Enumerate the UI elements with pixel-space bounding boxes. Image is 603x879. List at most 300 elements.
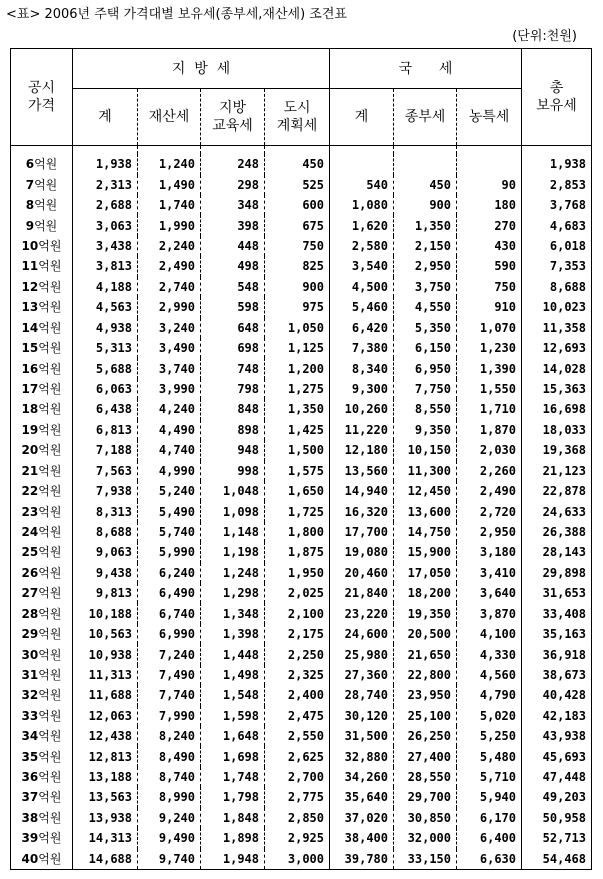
cell-price [11,522,73,542]
cell-grand-total: 28,143 [542,545,586,560]
cell-rural-tax: 6,400 [457,828,522,848]
cell-property-tax: 4,240 [138,399,201,419]
cell-rural-tax: 1,070 [457,318,522,338]
cell-price [11,318,73,338]
cell-comprehensive-tax: 7,750 [394,379,457,399]
cell-city-tax: 1,275 [265,379,330,399]
cell-property-tax: 4,990 [138,461,201,481]
price-unit: 억원 [38,422,62,437]
cell-grand-total: 47,448 [542,770,586,785]
cell-grand-total: 36,918 [542,647,586,662]
cell-rural-tax: 750 [457,277,522,297]
cell-local-total: 12,813 [88,749,132,764]
cell-rural-tax: 4,100 [457,624,522,644]
cell-price [11,501,73,521]
cell-local-total: 7,188 [95,443,132,458]
header-property-tax: 재산세 [138,89,201,146]
price-unit: 억원 [38,402,62,417]
cell-city-tax: 2,925 [265,828,330,848]
cell-grand-total: 8,688 [549,279,586,294]
cell-national-total: 19,080 [344,545,388,560]
price-unit: 억원 [38,504,62,519]
header-price-line2: 가격 [27,98,56,114]
cell-grand-total: 3,768 [549,198,586,213]
price-number: 8 [25,198,35,213]
cell-property-tax: 1,240 [138,154,201,174]
cell-price [11,461,73,481]
cell-national-total: 23,220 [344,606,388,621]
table-header [11,49,592,146]
cell-price [11,726,73,746]
cell-property-tax: 3,990 [138,379,201,399]
cell-grand-total: 35,163 [542,627,586,642]
table-row [11,563,592,583]
price-unit: 억원 [34,157,58,172]
cell-national-total: 540 [366,177,388,192]
cell-rural-tax: 270 [457,215,522,235]
cell-comprehensive-tax: 28,550 [394,767,457,787]
price-unit: 억원 [38,545,62,560]
page-title: <표> 2006년 주택 가격대별 보유세(종부세,재산세) 조견표 [6,7,347,22]
cell-local-total: 13,188 [88,770,132,785]
cell-national-total: 39,780 [344,851,388,866]
price-number: 36 [21,770,39,785]
price-unit: 억원 [38,729,62,744]
cell-city-tax: 2,550 [265,726,330,746]
header-rural-tax: 농특세 [457,89,522,146]
cell-property-tax: 6,740 [138,603,201,623]
cell-comprehensive-tax: 29,700 [394,787,457,807]
price-number: 28 [21,606,39,621]
cell-edu-tax: 1,648 [201,726,265,746]
price-number: 19 [21,422,39,437]
cell-comprehensive-tax: 3,750 [394,277,457,297]
cell-local-total: 3,813 [95,259,132,274]
cell-edu-tax: 1,298 [201,583,265,603]
cell-edu-tax: 998 [201,461,265,481]
cell-national-total: 3,540 [351,259,388,274]
price-unit: 억원 [38,443,62,458]
cell-property-tax: 2,240 [138,236,201,256]
cell-local-total: 4,563 [95,300,132,315]
cell-property-tax: 6,990 [138,624,201,644]
cell-rural-tax: 5,940 [457,787,522,807]
cell-price [11,767,73,787]
header-local-total: 계 [73,89,138,146]
cell-property-tax: 7,990 [138,706,201,726]
cell-edu-tax: 1,598 [201,706,265,726]
cell-edu-tax: 1,748 [201,767,265,787]
cell-property-tax: 5,990 [138,542,201,562]
cell-rural-tax: 5,250 [457,726,522,746]
cell-grand-total: 45,693 [542,749,586,764]
cell-price [11,379,73,399]
cell-grand-total: 7,353 [549,259,586,274]
cell-comprehensive-tax: 22,800 [394,665,457,685]
cell-grand-total: 11,358 [542,320,586,335]
cell-rural-tax: 2,950 [457,522,522,542]
cell-edu-tax: 298 [201,175,265,195]
cell-edu-tax: 898 [201,420,265,440]
cell-comprehensive-tax: 11,300 [394,461,457,481]
cell-comprehensive-tax: 13,600 [394,501,457,521]
price-unit: 억원 [38,647,62,662]
price-unit: 억원 [38,239,62,254]
cell-rural-tax: 2,030 [457,440,522,460]
cell-price [11,399,73,419]
cell-property-tax: 9,490 [138,828,201,848]
cell-price [11,706,73,726]
cell-grand-total: 2,853 [549,177,586,192]
cell-comprehensive-tax: 32,000 [394,828,457,848]
cell-edu-tax: 1,548 [201,685,265,705]
price-unit: 억원 [34,177,58,192]
price-number: 13 [21,300,39,315]
table-row [11,277,592,297]
cell-city-tax: 1,200 [265,358,330,378]
cell-local-total: 10,938 [88,647,132,662]
table-row [11,828,592,848]
cell-national-total: 12,180 [344,443,388,458]
table-row [11,236,592,256]
table-row [11,379,592,399]
cell-city-tax: 2,775 [265,787,330,807]
cell-property-tax: 1,990 [138,215,201,235]
price-unit: 억원 [38,341,62,356]
cell-rural-tax: 1,550 [457,379,522,399]
cell-local-total: 2,313 [95,177,132,192]
cell-edu-tax: 948 [201,440,265,460]
cell-local-total: 14,688 [88,851,132,866]
unit-label: (단위:천원) [512,29,577,44]
cell-property-tax: 5,740 [138,522,201,542]
cell-national-total: 31,500 [344,729,388,744]
price-unit: 억원 [38,586,62,601]
cell-comprehensive-tax: 8,550 [394,399,457,419]
header-national-total: 계 [330,89,394,146]
header-edu-line2: 교육세 [212,118,253,134]
header-comprehensive-tax: 종부세 [394,89,457,146]
price-number: 35 [21,749,39,764]
price-number: 37 [21,790,39,805]
cell-comprehensive-tax: 23,950 [394,685,457,705]
price-number: 31 [21,667,39,682]
header-grand-line1: 총 [549,80,564,96]
cell-rural-tax: 3,180 [457,542,522,562]
cell-national-total: 14,940 [344,484,388,499]
cell-comprehensive-tax: 27,400 [394,746,457,766]
header-price-line1: 공시 [27,80,56,96]
cell-property-tax: 5,240 [138,481,201,501]
cell-edu-tax: 698 [201,338,265,358]
cell-comprehensive-tax: 6,150 [394,338,457,358]
cell-local-total: 11,313 [88,667,132,682]
cell-city-tax: 3,000 [265,849,330,870]
cell-local-total: 6,063 [95,382,132,397]
price-unit: 억원 [38,831,62,846]
table-row [11,542,592,562]
table-row [11,399,592,419]
cell-property-tax: 9,740 [138,849,201,870]
price-unit: 억원 [38,688,62,703]
price-unit: 억원 [34,218,58,233]
cell-property-tax: 7,740 [138,685,201,705]
cell-city-tax: 1,575 [265,461,330,481]
cell-property-tax: 2,740 [138,277,201,297]
cell-edu-tax: 1,498 [201,665,265,685]
cell-comprehensive-tax: 2,950 [394,256,457,276]
table-row [11,481,592,501]
cell-rural-tax: 4,560 [457,665,522,685]
header-national-tax: 국 세 [330,49,522,89]
cell-city-tax: 750 [265,236,330,256]
cell-edu-tax: 548 [201,277,265,297]
cell-national-total: 4,500 [351,279,388,294]
cell-comprehensive-tax: 1,350 [394,215,457,235]
cell-national-total: 30,120 [344,708,388,723]
cell-local-total: 7,563 [95,463,132,478]
cell-national-total: 37,020 [344,810,388,825]
price-unit: 억원 [38,524,62,539]
cell-price [11,746,73,766]
cell-comprehensive-tax [394,154,457,174]
table-body [11,146,592,870]
cell-price [11,175,73,195]
price-unit: 억원 [38,259,62,274]
price-number: 14 [21,320,39,335]
cell-property-tax: 4,740 [138,440,201,460]
price-number: 24 [21,524,39,539]
table-row [11,154,592,174]
cell-comprehensive-tax: 12,450 [394,481,457,501]
cell-local-total: 2,688 [95,198,132,213]
cell-edu-tax: 648 [201,318,265,338]
price-number: 25 [21,545,39,560]
cell-price [11,828,73,848]
price-unit: 억원 [38,606,62,621]
cell-edu-tax: 248 [201,154,265,174]
table-row [11,440,592,460]
cell-price [11,440,73,460]
price-unit: 억원 [38,484,62,499]
cell-price [11,420,73,440]
price-unit: 억원 [38,790,62,805]
price-number: 7 [25,177,35,192]
table-row [11,808,592,828]
cell-national-total: 16,320 [344,504,388,519]
cell-national-total: 20,460 [344,565,388,580]
cell-property-tax: 3,240 [138,318,201,338]
cell-comprehensive-tax: 17,050 [394,563,457,583]
cell-city-tax: 525 [265,175,330,195]
price-unit: 억원 [38,749,62,764]
cell-local-total: 9,438 [95,565,132,580]
cell-city-tax: 1,050 [265,318,330,338]
header-edu-line1: 지방 [218,100,247,116]
cell-price [11,603,73,623]
cell-comprehensive-tax: 33,150 [394,849,457,870]
cell-city-tax: 2,625 [265,746,330,766]
cell-edu-tax: 748 [201,358,265,378]
cell-rural-tax: 5,480 [457,746,522,766]
cell-rural-tax: 180 [457,195,522,215]
price-number: 40 [21,851,39,866]
table-row [11,726,592,746]
cell-local-total: 10,563 [88,627,132,642]
cell-grand-total: 4,683 [549,218,586,233]
table-row [11,501,592,521]
cell-city-tax: 2,700 [265,767,330,787]
cell-edu-tax: 1,898 [201,828,265,848]
cell-edu-tax: 348 [201,195,265,215]
tax-table [10,48,592,870]
table-row [11,215,592,235]
cell-grand-total: 38,673 [542,667,586,682]
cell-price [11,154,73,174]
cell-comprehensive-tax: 14,750 [394,522,457,542]
cell-national-total: 8,340 [351,361,388,376]
cell-rural-tax: 3,640 [457,583,522,603]
cell-national-total: 27,360 [344,667,388,682]
cell-edu-tax: 398 [201,215,265,235]
cell-local-total: 8,313 [95,504,132,519]
price-unit: 억원 [38,382,62,397]
cell-edu-tax: 1,448 [201,644,265,664]
cell-price [11,808,73,828]
cell-national-total: 28,740 [344,688,388,703]
cell-grand-total: 21,123 [542,463,586,478]
cell-price [11,338,73,358]
cell-city-tax: 2,400 [265,685,330,705]
cell-local-total: 13,563 [88,790,132,805]
table-row [11,338,592,358]
cell-rural-tax: 2,720 [457,501,522,521]
cell-edu-tax: 1,698 [201,746,265,766]
cell-property-tax: 8,990 [138,787,201,807]
cell-rural-tax: 6,170 [457,808,522,828]
cell-rural-tax: 3,410 [457,563,522,583]
cell-rural-tax: 90 [457,175,522,195]
price-number: 12 [21,279,39,294]
price-number: 10 [21,239,39,254]
cell-comprehensive-tax: 9,350 [394,420,457,440]
cell-grand-total: 50,958 [542,810,586,825]
cell-city-tax: 450 [265,154,330,174]
price-unit: 억원 [38,770,62,785]
cell-city-tax: 1,950 [265,563,330,583]
cell-city-tax: 1,500 [265,440,330,460]
table-row [11,746,592,766]
cell-local-total: 7,938 [95,484,132,499]
price-unit: 억원 [38,361,62,376]
cell-edu-tax: 1,398 [201,624,265,644]
cell-comprehensive-tax: 10,150 [394,440,457,460]
price-number: 32 [21,688,39,703]
spacer-row [11,146,592,155]
cell-price [11,236,73,256]
price-number: 23 [21,504,39,519]
cell-local-total: 3,063 [95,218,132,233]
cell-comprehensive-tax: 25,100 [394,706,457,726]
table-row [11,787,592,807]
cell-property-tax: 3,740 [138,358,201,378]
table-row [11,583,592,603]
price-unit: 억원 [38,627,62,642]
price-number: 34 [21,729,39,744]
cell-city-tax: 2,025 [265,583,330,603]
cell-price [11,583,73,603]
table-row [11,256,592,276]
price-unit: 억원 [34,198,58,213]
cell-grand-total: 14,028 [542,361,586,376]
cell-rural-tax: 1,230 [457,338,522,358]
cell-city-tax: 600 [265,195,330,215]
cell-city-tax: 2,325 [265,665,330,685]
price-number: 11 [21,259,39,274]
table-row [11,706,592,726]
cell-edu-tax: 1,248 [201,563,265,583]
header-local-tax: 지 방 세 [73,49,330,89]
cell-edu-tax: 1,798 [201,787,265,807]
cell-national-total: 13,560 [344,463,388,478]
cell-city-tax: 675 [265,215,330,235]
cell-grand-total: 54,468 [542,851,586,866]
cell-grand-total: 1,938 [549,157,586,172]
cell-edu-tax: 848 [201,399,265,419]
cell-rural-tax: 1,390 [457,358,522,378]
price-number: 17 [21,382,39,397]
cell-grand-total: 24,633 [542,504,586,519]
cell-local-total: 10,188 [88,606,132,621]
cell-rural-tax: 5,020 [457,706,522,726]
cell-comprehensive-tax: 900 [394,195,457,215]
cell-city-tax: 2,250 [265,644,330,664]
cell-rural-tax: 6,630 [457,849,522,870]
cell-property-tax: 6,240 [138,563,201,583]
cell-grand-total: 29,898 [542,565,586,580]
cell-rural-tax: 1,710 [457,399,522,419]
price-number: 39 [21,831,39,846]
cell-local-total: 9,813 [95,586,132,601]
price-number: 15 [21,341,39,356]
cell-local-total: 11,688 [88,688,132,703]
cell-local-total: 4,188 [95,279,132,294]
table-row [11,603,592,623]
cell-price [11,358,73,378]
cell-local-total: 13,938 [88,810,132,825]
cell-city-tax: 2,850 [265,808,330,828]
cell-local-total: 9,063 [95,545,132,560]
cell-price [11,849,73,870]
cell-edu-tax: 1,098 [201,501,265,521]
cell-national-total: 9,300 [351,382,388,397]
cell-local-total: 6,813 [95,422,132,437]
cell-price [11,685,73,705]
cell-price [11,542,73,562]
header-price [11,49,73,146]
cell-city-tax: 1,725 [265,501,330,521]
header-city-tax [265,89,330,146]
cell-city-tax: 900 [265,277,330,297]
cell-local-total: 5,688 [95,361,132,376]
cell-property-tax: 2,490 [138,256,201,276]
table-row [11,175,592,195]
cell-city-tax: 1,425 [265,420,330,440]
cell-city-tax: 1,800 [265,522,330,542]
cell-property-tax: 6,490 [138,583,201,603]
cell-comprehensive-tax: 450 [394,175,457,195]
cell-local-total: 14,313 [88,831,132,846]
